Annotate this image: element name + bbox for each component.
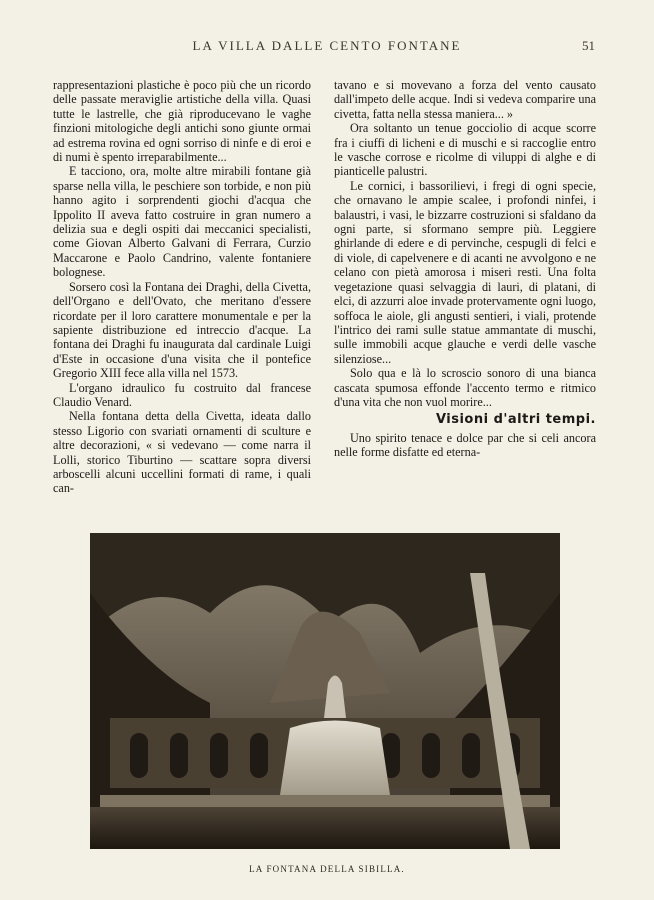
left-column: [53, 78, 311, 496]
fountain-photograph: [90, 533, 560, 849]
paragraph: Uno spirito tenace e dolce par che si celi ancora nelle forme disfatte ed eterna-: [334, 430, 596, 460]
paragraph: E tacciono, ora, molte altre mirabili fontane già sparse nella villa, le peschiere son torbide, e non più hanno agito i sorprendenti giochi d'acqua che Ippolito II aveva fatto costruire in gran numero a delizia sua e degli ospiti dai meccanici specialisti, come Giovan Alberto Galvani di Ferrara, Curzio Maccarone e Paolo Candrino, valente fontaniere bolognese.: [53, 164, 311, 280]
paragraph: Sorsero così la Fontana dei Draghi, della Civetta, dell'Organo e dell'Ovato, che meritano d'essere ricordate per il loro carattere monumentale e per la sapiente distribuzione ed intreccio d'acque. La fontana dei Draghi fu inaugurata dal cardinale Luigi d'Este in occasione d'una visita che il pontefice Gregorio XIII fece alla villa nel 1573.: [53, 279, 311, 381]
right-column: [334, 78, 596, 460]
page-number: 51: [582, 38, 595, 53]
fountain-cascade: [280, 721, 390, 796]
fountain-basin: [100, 795, 550, 807]
paragraph: Le cornici, i bassorilievi, i fregi di ogni specie, che ornavano le ampie scalee, i profondi ninfei, i balaustri, i vasi, le bizzarre costruzioni si sfaldano da ogni parte, si sformano sempre più. Leggiere ghirlande di edere e di pervinche, cespugli di felci e di viole, di capelvenere e di acanti ne avvolgono e ne celano con pietà amorosa i miseri resti. Una folta vegetazione quasi selvaggia di lauri, di platani, di elci, di azzurri aloe invade protervamente ogni luogo, soffoca le aiole, gli angusti sentieri, i viali, protende l'intrico dei rami sulle statue ammantate di muschi, sulle immobili acque glauche e verdi delle vasche silenziose...: [334, 178, 596, 366]
paragraph: Ora soltanto un tenue gocciolio di acque scorre fra i ciuffi di licheni e di muschi e si raccoglie entro le vasche corrose e ricolme di viluppi di alghe e di pianticelle palustri.: [334, 121, 596, 179]
paragraph: L'organo idraulico fu costruito dal francese Claudio Venard.: [53, 380, 311, 409]
paragraph: Solo qua e là lo scroscio sonoro di una bianca cascata spumosa effonde l'accento termo e ritmico d'una vita che non vuol morire...: [334, 366, 596, 409]
running-title: LA VILLA DALLE CENTO FONTANE: [192, 38, 462, 53]
paragraph: Nella fontana detta della Civetta, ideata dallo stesso Ligorio con svariati ornamenti di sculture e altre decorazioni, « si vedevano — come narra il Lolli, storico Tiburtino — scattare sopra diversi arboscelli alcuni uccellini formati di rame, i quali can-: [53, 409, 311, 496]
paragraph: rappresentazioni plastiche è poco più che un ricordo delle passate meraviglie artistiche della villa. Quasi tutte le lastrelle, che già riproducevano le vaghe finzioni mitologiche degli antichi sono giunte ormai ad estrema rovina ed ogni sorriso di ninfe e di eroi e di numi è spento irreparabilmente...: [53, 78, 311, 165]
figure-caption: LA FONTANA DELLA SIBILLA.: [249, 864, 405, 874]
section-heading: Visioni d'altri tempi.: [435, 412, 596, 428]
foreground-ground: [90, 807, 560, 849]
paragraph: tavano e si movevano a forza del vento causato dall'impeto delle acque. Indi si vedeva comparire una civetta, fatta nella stessa maniera... »: [334, 78, 596, 121]
photo-illustration: [90, 533, 560, 849]
